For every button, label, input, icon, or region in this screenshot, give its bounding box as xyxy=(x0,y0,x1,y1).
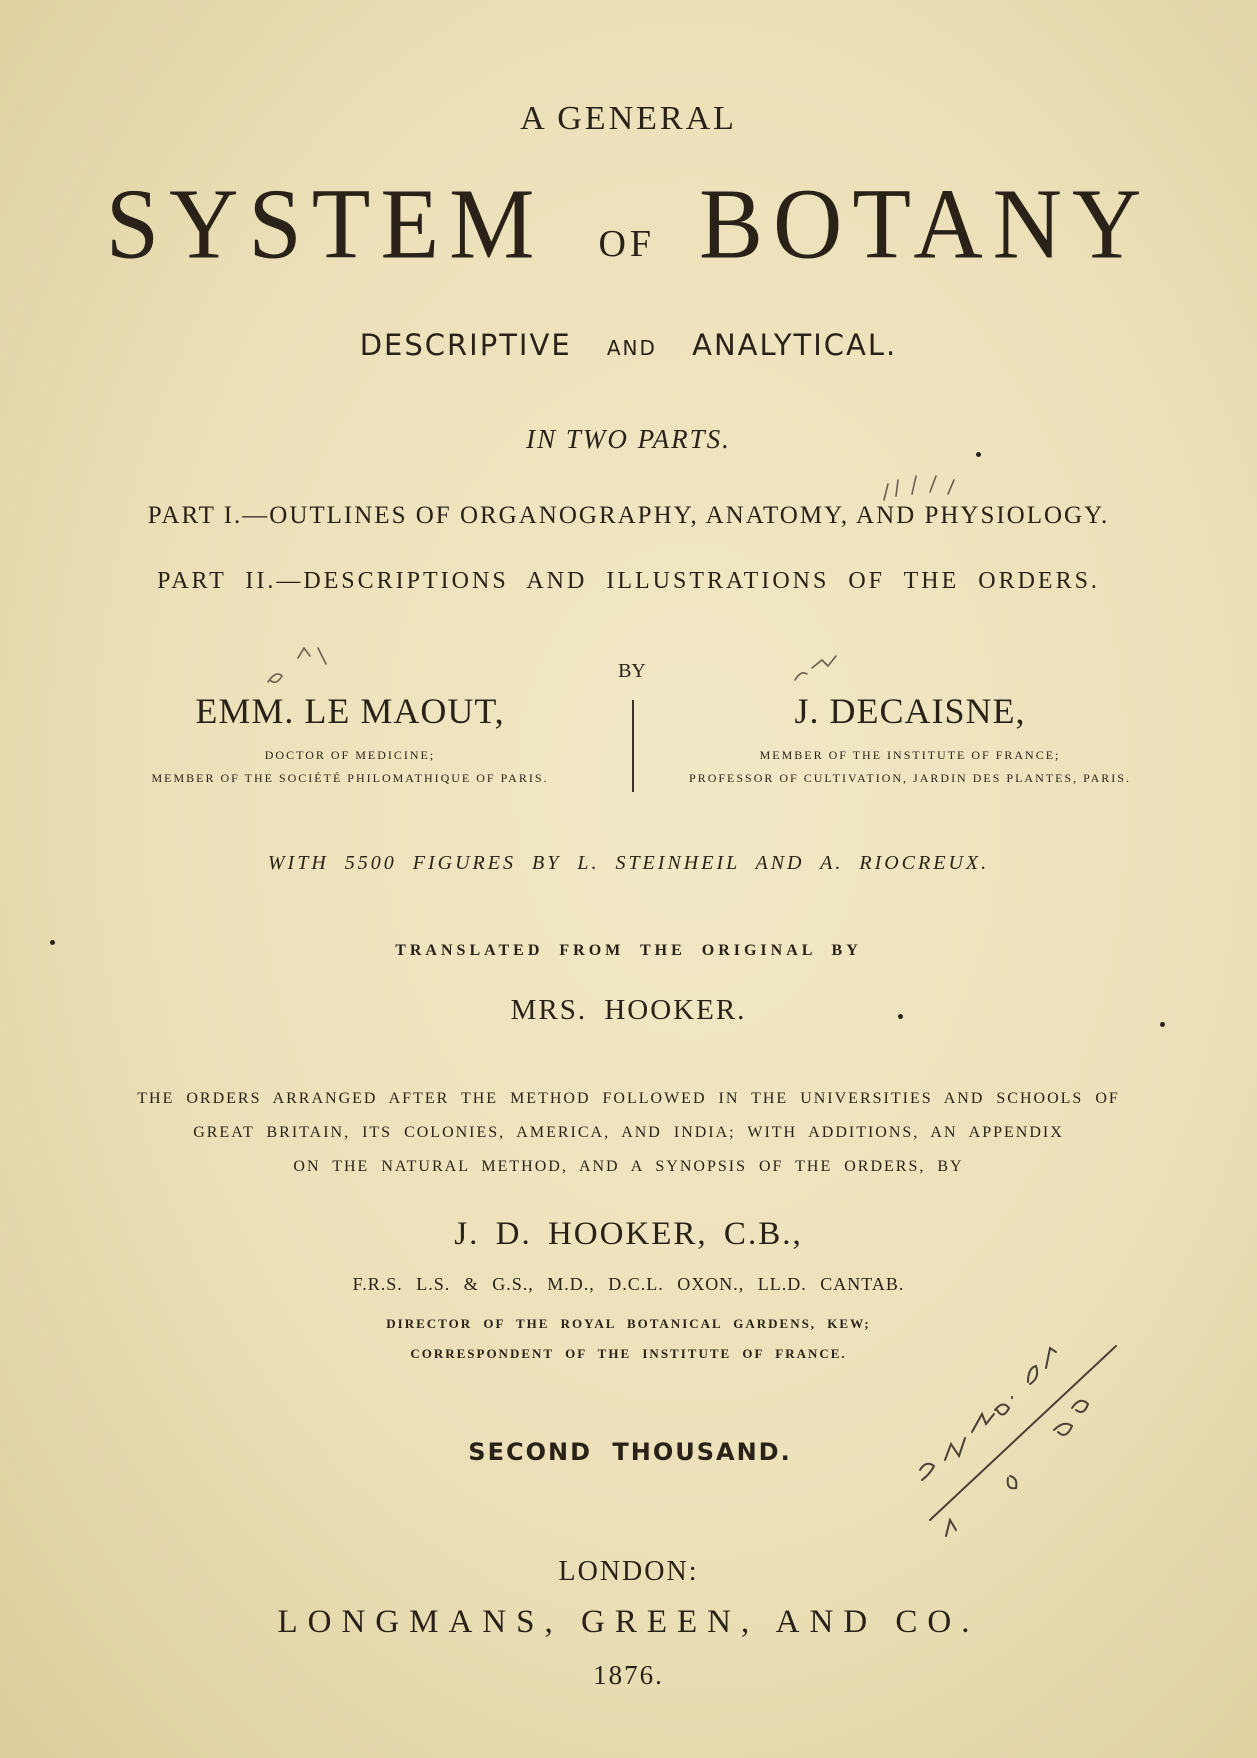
translated-line: TRANSLATED FROM THE ORIGINAL BY xyxy=(395,942,862,959)
author-left-line1: DOCTOR OF MEDICINE; xyxy=(264,748,436,762)
imprint-city: LONDON: xyxy=(558,1556,699,1587)
author-left-name: EMM. LE MAOUT, xyxy=(195,691,505,731)
edition: SECOND THOUSAND. xyxy=(468,1438,792,1466)
ink-speck xyxy=(50,940,55,945)
imprint-year: 1876. xyxy=(593,1660,664,1690)
in-two-parts: IN TWO PARTS. xyxy=(526,424,731,454)
title-system: SYSTEM xyxy=(105,167,545,280)
title-line1: A GENERAL xyxy=(520,100,737,137)
by-label: BY xyxy=(618,660,646,682)
title-botany: BOTANY xyxy=(699,167,1152,280)
imprint-publisher: LONGMANS, GREEN, AND CO. xyxy=(277,1604,980,1640)
ink-speck xyxy=(976,452,981,457)
author-left-line2: MEMBER OF THE SOCIÉTÉ PHILOMATHIQUE OF PARIS. xyxy=(151,771,549,785)
ink-speck xyxy=(898,1014,903,1019)
editor-degrees: F.R.S. L.S. & G.S., M.D., D.C.L. OXON., LL.D. CANTAB. xyxy=(352,1274,905,1294)
author-right-line2: PROFESSOR OF CULTIVATION, JARDIN DES PLANTES, PARIS. xyxy=(689,771,1131,785)
orders-line1: THE ORDERS ARRANGED AFTER THE METHOD FOLLOWED IN THE UNIVERSITIES AND SCHOOLS OF xyxy=(137,1090,1120,1107)
editor-line1: DIRECTOR OF THE ROYAL BOTANICAL GARDENS, KEW; xyxy=(386,1316,871,1331)
figures-line: WITH 5500 FIGURES BY L. STEINHEIL AND A. RIOCREUX. xyxy=(267,852,990,874)
translator-name: MRS. HOOKER. xyxy=(510,994,747,1026)
part-two: PART II.—DESCRIPTIONS AND ILLUSTRATIONS OF THE ORDERS. xyxy=(157,568,1100,594)
title-of: OF xyxy=(598,223,656,265)
orders-line2: GREAT BRITAIN, ITS COLONIES, AMERICA, AND INDIA; WITH ADDITIONS, AN APPENDIX xyxy=(193,1124,1064,1141)
orders-line3: ON THE NATURAL METHOD, AND A SYNOPSIS OF THE ORDERS, BY xyxy=(293,1158,964,1175)
author-right-line1: MEMBER OF THE INSTITUTE OF FRANCE; xyxy=(759,748,1061,762)
subtitle: DESCRIPTIVE AND ANALYTICAL. xyxy=(359,328,898,362)
ink-speck xyxy=(1160,1022,1165,1027)
editor-line2: CORRESPONDENT OF THE INSTITUTE OF FRANCE. xyxy=(410,1346,847,1361)
editor-name: J. D. HOOKER, C.B., xyxy=(454,1216,803,1252)
author-right-name: J. DECAISNE, xyxy=(794,691,1026,731)
part-one: PART I.—OUTLINES OF ORGANOGRAPHY, ANATOMY, AND PHYSIOLOGY. xyxy=(147,502,1110,529)
